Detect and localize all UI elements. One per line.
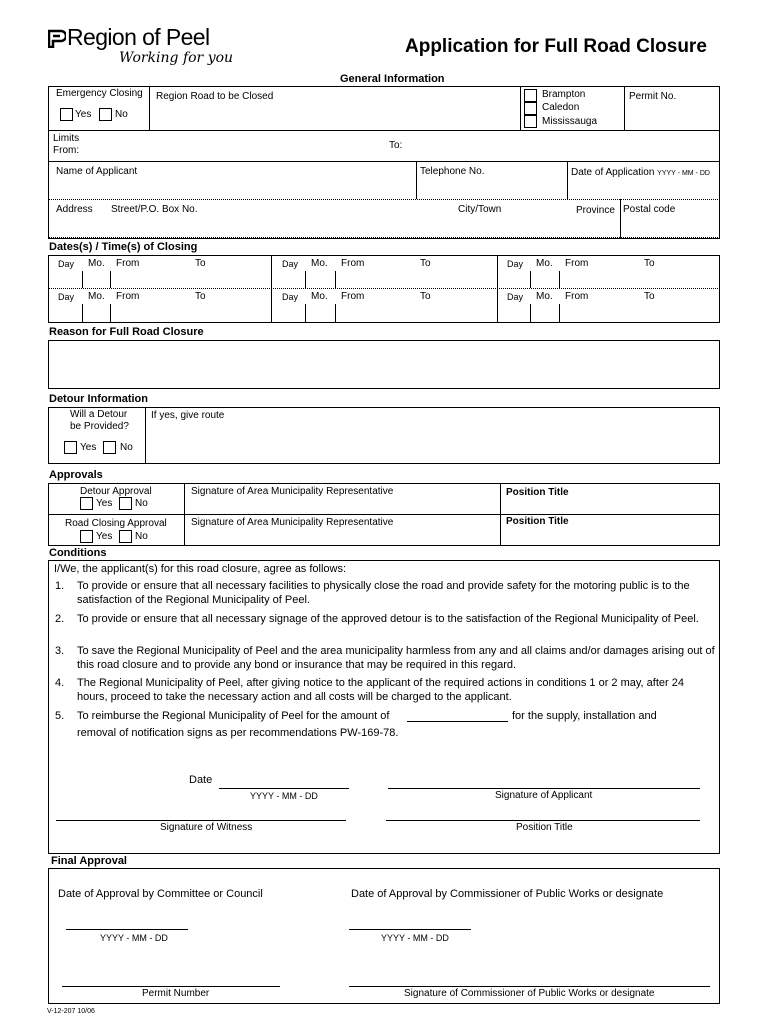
road-closing-approval-label: Road Closing Approval (65, 518, 167, 529)
date-field[interactable] (219, 788, 349, 789)
emergency-closing-label: Emergency Closing (56, 88, 143, 99)
conditions-heading: Conditions (49, 547, 107, 559)
logo-brand-text: Region of Peel (67, 24, 210, 50)
position-title-label: Position Title (516, 822, 573, 833)
conditions-intro: I/We, the applicant(s) for this road closure, agree as follows: (54, 563, 347, 575)
postal-code-label: Postal code (623, 204, 676, 215)
address-label: Address (56, 204, 93, 215)
logo-tagline-text: Working for you (119, 50, 234, 66)
commissioner-date-label: Date of Approval by Commissioner of Public Works or designate (351, 888, 664, 900)
form-code: V-12-207 10/06 (47, 1008, 95, 1015)
condition-item: 5. To reimburse the Regional Municipality of Peel for the amount of (55, 710, 390, 722)
mississauga-label: Mississauga (542, 116, 598, 127)
committee-date-field[interactable] (66, 929, 188, 930)
condition-text: The Regional Municipality of Peel, after giving notice to the applicant of the required actions in conditions 1 or 2 may, after 24 hours, proceed to take the necessary action and all costs will be charged to the applicant. (77, 677, 684, 703)
caledon-label: Caledon (542, 102, 580, 113)
detour-route-field[interactable] (146, 423, 719, 463)
commissioner-date-format: YYYY - MM - DD (381, 933, 449, 943)
date-of-application-text: Date of Application (571, 167, 655, 178)
closing-dates-heading: Dates(s) / Time(s) of Closing (49, 241, 198, 253)
condition-5-continuation: for the supply, installation and (512, 710, 657, 722)
closing-to-label: To (195, 291, 206, 302)
commissioner-signature-label: Signature of Commissioner of Public Works or designate (404, 988, 655, 999)
road-closing-no-label: No (135, 531, 148, 542)
region-road-label: Region Road to be Closed (156, 91, 274, 102)
road-closing-yes-label: Yes (96, 531, 113, 542)
closing-day-label: Day (58, 259, 75, 269)
closing-mo-label: Mo. (536, 258, 553, 269)
province-label: Province (576, 205, 615, 216)
committee-date-label: Date of Approval by Committee or Council (58, 888, 263, 900)
will-detour-label: Will a Detour be Provided? (70, 409, 129, 432)
closing-day-label: Day (58, 292, 75, 302)
witness-signature-label: Signature of Witness (160, 822, 253, 833)
final-approval-heading: Final Approval (51, 855, 127, 867)
detour-approval-yes-label: Yes (96, 498, 113, 509)
reason-field[interactable] (48, 340, 720, 389)
closing-to-label: To (644, 258, 655, 269)
caledon-checkbox[interactable] (524, 102, 537, 115)
closing-mo-label: Mo. (88, 291, 105, 302)
permit-number-label: Permit Number (142, 988, 210, 999)
region-logo (48, 24, 234, 70)
peel-logo-icon (48, 28, 66, 48)
detour-heading: Detour Information (49, 393, 148, 405)
permit-no-label: Permit No. (629, 91, 677, 102)
telephone-label: Telephone No. (420, 166, 485, 177)
witness-signature-line[interactable] (56, 820, 346, 821)
detour-approval-yes-checkbox[interactable] (80, 497, 93, 510)
limits-to-label: To: (389, 140, 403, 151)
closing-mo-label: Mo. (311, 258, 328, 269)
closing-from-label: From (341, 258, 365, 269)
emergency-no-checkbox[interactable] (99, 108, 112, 121)
emergency-yes-label: Yes (75, 109, 92, 120)
detour-yes-checkbox[interactable] (64, 441, 77, 454)
closing-from-label: From (116, 291, 140, 302)
detour-no-checkbox[interactable] (103, 441, 116, 454)
limits-from-label: Limits From: (53, 133, 80, 156)
condition-text: To save the Regional Municipality of Peel and the area municipality harmless from any and all claims and/or damages arising out of this road closure and to provide any bond or insurance that may be required in this regard. (77, 645, 715, 671)
detour-route-label: If yes, give route (151, 410, 225, 421)
detour-signature-label: Signature of Area Municipality Representative (191, 486, 394, 497)
applicant-signature-line[interactable] (388, 788, 700, 789)
closing-from-label: From (565, 291, 589, 302)
closing-to-label: To (195, 258, 206, 269)
street-label: Street/P.O. Box No. (111, 204, 198, 215)
general-information-heading: General Information (340, 73, 445, 85)
commissioner-signature-line[interactable] (349, 986, 710, 987)
closing-from-label: From (341, 291, 365, 302)
applicant-signature-label: Signature of Applicant (495, 790, 593, 801)
brampton-label: Brampton (542, 89, 586, 100)
position-title-line[interactable] (386, 820, 700, 821)
closing-from-label: From (565, 258, 589, 269)
commissioner-date-field[interactable] (349, 929, 471, 930)
date-format-label: YYYY - MM - DD (250, 791, 318, 801)
road-closing-yes-checkbox[interactable] (80, 530, 93, 543)
condition-5-line-2: removal of notification signs as per recommendations PW-169-78. (77, 727, 399, 739)
closing-from-label: From (116, 258, 140, 269)
name-of-applicant-label: Name of Applicant (56, 166, 138, 177)
region-road-field[interactable] (150, 104, 519, 129)
road-closing-position-title-label: Position Title (506, 516, 569, 527)
permit-number-field[interactable] (62, 986, 280, 987)
mississauga-checkbox[interactable] (524, 115, 537, 128)
condition-item: 2. To provide or ensure that all necessary signage of the approved detour is to the satisfaction of the Regional Municipality of Peel. (55, 612, 715, 642)
detour-approval-label: Detour Approval (80, 486, 152, 497)
date-of-application-format: YYYY - MM - DD (657, 170, 710, 177)
reason-heading: Reason for Full Road Closure (49, 326, 204, 338)
condition-text: To provide or ensure that all necessary facilities to physically close the road and provide safety for the motoring public is to the satisfaction of the Regional Municipality of Peel. (77, 580, 690, 606)
brampton-checkbox[interactable] (524, 89, 537, 102)
closing-to-label: To (644, 291, 655, 302)
detour-approval-no-label: No (135, 498, 148, 509)
condition-item: 3. To save the Regional Municipality of Peel and the area municipality harmless from any and all claims and/or damages arising out of this road closure and to provide any bond or insurance that may be required in this regard. (55, 644, 715, 674)
city-label: City/Town (458, 204, 502, 215)
closing-dates-table (48, 255, 720, 323)
road-closing-signature-label: Signature of Area Municipality Representative (191, 517, 394, 528)
detour-no-label: No (120, 442, 133, 453)
closing-day-label: Day (282, 259, 299, 269)
date-label: Date (189, 774, 213, 786)
closing-mo-label: Mo. (311, 291, 328, 302)
detour-position-title-label: Position Title (506, 487, 569, 498)
closing-mo-label: Mo. (536, 291, 553, 302)
condition-text: To provide or ensure that all necessary signage of the approved detour is to the satisfaction of the Regional Municipality of Peel. (77, 613, 699, 625)
condition-item: 1. To provide or ensure that all necessary facilities to physically close the road and provide safety for the motoring public is to the satisfaction of the Regional Municipality of Peel. (55, 579, 715, 609)
emergency-yes-checkbox[interactable] (60, 108, 73, 121)
closing-day-label: Day (507, 259, 524, 269)
reimburse-amount-field[interactable] (407, 721, 508, 722)
approvals-heading: Approvals (49, 469, 103, 481)
date-of-application-label (571, 167, 710, 180)
closing-day-label: Day (282, 292, 299, 302)
condition-text: To reimburse the Regional Municipality of Peel for the amount of (77, 710, 390, 722)
emergency-no-label: No (115, 109, 128, 120)
closing-day-label: Day (507, 292, 524, 302)
closing-to-label: To (420, 258, 431, 269)
form-title: Application for Full Road Closure (405, 36, 707, 57)
closing-to-label: To (420, 291, 431, 302)
detour-yes-label: Yes (80, 442, 97, 453)
closing-mo-label: Mo. (88, 258, 105, 269)
condition-item: 4. The Regional Municipality of Peel, after giving notice to the applicant of the required actions in conditions 1 or 2 may, after 24 hours, proceed to take the necessary action and all costs will be charged to the applicant. (55, 676, 715, 706)
committee-date-format: YYYY - MM - DD (100, 933, 168, 943)
detour-approval-no-checkbox[interactable] (119, 497, 132, 510)
road-closing-no-checkbox[interactable] (119, 530, 132, 543)
